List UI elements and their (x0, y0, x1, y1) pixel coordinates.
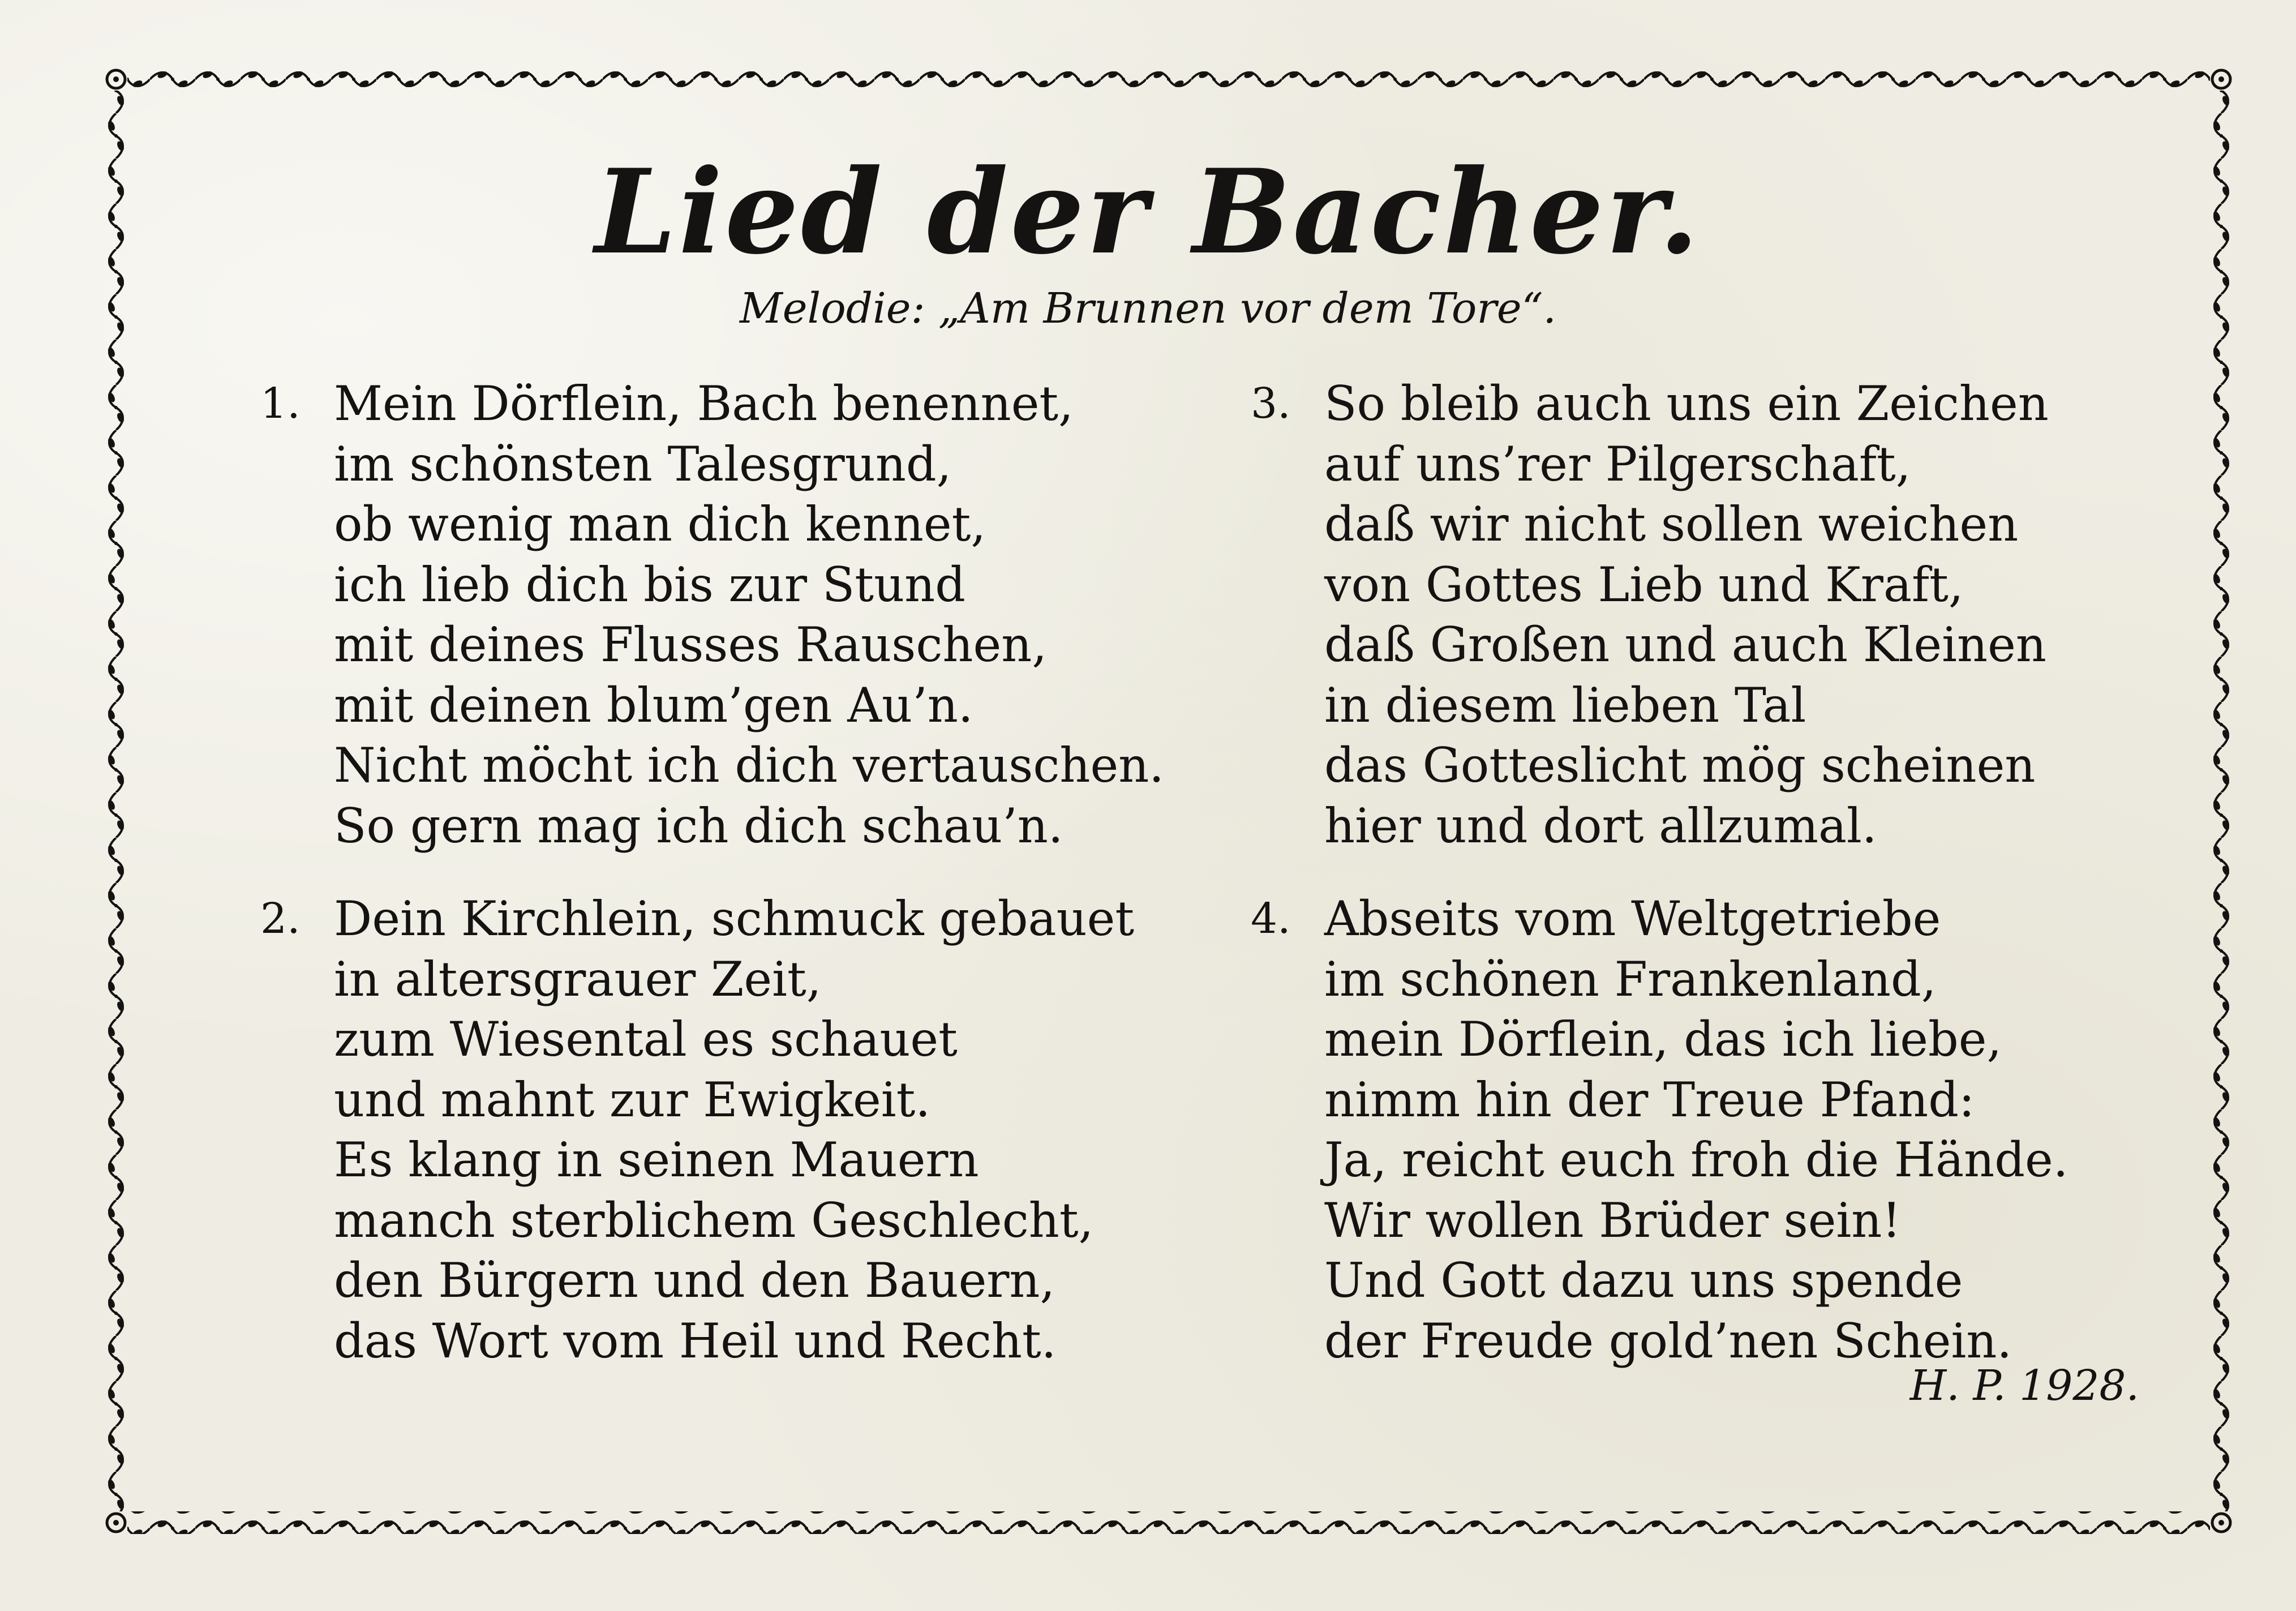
verse-line: daß Großen und auch Kleinen (1324, 617, 2046, 672)
melody-subtitle: Melodie: „Am Brunnen vor dem Tore“. (739, 284, 1557, 333)
verse-line: ob wenig man dich kennet, (334, 496, 986, 552)
stanza-number: 3. (1251, 379, 1291, 428)
verse-line: im schönsten Talesgrund, (334, 436, 952, 492)
verse-line: der Freude gold’nen Schein. (1324, 1313, 2012, 1369)
stanza-lines (334, 889, 1134, 1371)
verse-line: auf uns’rer Pilgerschaft, (1324, 436, 1911, 492)
stanza-4 (1251, 889, 2185, 1376)
stanza-2 (260, 889, 1166, 1376)
verse-line: von Gottes Lieb und Kraft, (1324, 556, 1964, 612)
stanza-3 (1251, 374, 2185, 860)
verse-line: Nicht möcht ich dich vertauschen. (334, 738, 1165, 793)
verse-line: Dein Kirchlein, schmuck gebauet (334, 891, 1135, 946)
verse-line: Es klang in seinen Mauern (334, 1132, 979, 1188)
stanza-lines (1324, 374, 2049, 856)
verse-line: zum Wiesental es schauet (334, 1012, 958, 1067)
verse-line: den Bürgern und den Bauern, (334, 1253, 1055, 1308)
verse-line: mit deines Flusses Rauschen, (334, 617, 1048, 672)
verse-line: ich lieb dich bis zur Stund (334, 556, 966, 612)
verse-line: Mein Dörflein, Bach benennet, (334, 376, 1074, 431)
verse-line: in diesem lieben Tal (1324, 677, 1806, 733)
author-signature: H. P. 1928. (1909, 1361, 2139, 1410)
verse-line: mit deinen blum’gen Au’n. (334, 677, 973, 733)
verse-line: Und Gott dazu uns spende (1324, 1253, 1963, 1308)
verse-line: das Wort vom Heil und Recht. (334, 1313, 1057, 1369)
verse-line: und mahnt zur Ewigkeit. (334, 1072, 931, 1128)
verse-line: Ja, reicht euch froh die Hände. (1324, 1132, 2068, 1188)
verse-line: hier und dort allzumal. (1324, 798, 1877, 854)
stanza-number: 4. (1251, 894, 1291, 943)
verse-line: in altersgrauer Zeit, (334, 951, 822, 1007)
verse-line: nimm hin der Treue Pfand: (1324, 1072, 1975, 1128)
song-title: Lied der Bacher. (594, 144, 1702, 280)
verse-line: Abseits vom Weltgetriebe (1324, 891, 1941, 946)
verse-line: im schönen Frankenland, (1324, 951, 1937, 1007)
stanza-1 (260, 374, 1166, 860)
verse-line: manch sterblichem Geschlecht, (334, 1192, 1094, 1248)
stanza-number: 2. (260, 894, 301, 943)
verse-line: So gern mag ich dich schau’n. (334, 798, 1063, 854)
verse-line: mein Dörflein, das ich liebe, (1324, 1012, 2002, 1067)
stanza-number: 1. (260, 379, 301, 428)
verse-line: So bleib auch uns ein Zeichen (1324, 376, 2049, 431)
verse-line: daß wir nicht sollen weichen (1324, 496, 2019, 552)
verse-line: das Gotteslicht mög scheinen (1324, 738, 2036, 793)
verse-line: Wir wollen Brüder sein! (1324, 1192, 1902, 1248)
stanza-lines (334, 374, 1164, 856)
stanza-lines (1324, 889, 2068, 1371)
